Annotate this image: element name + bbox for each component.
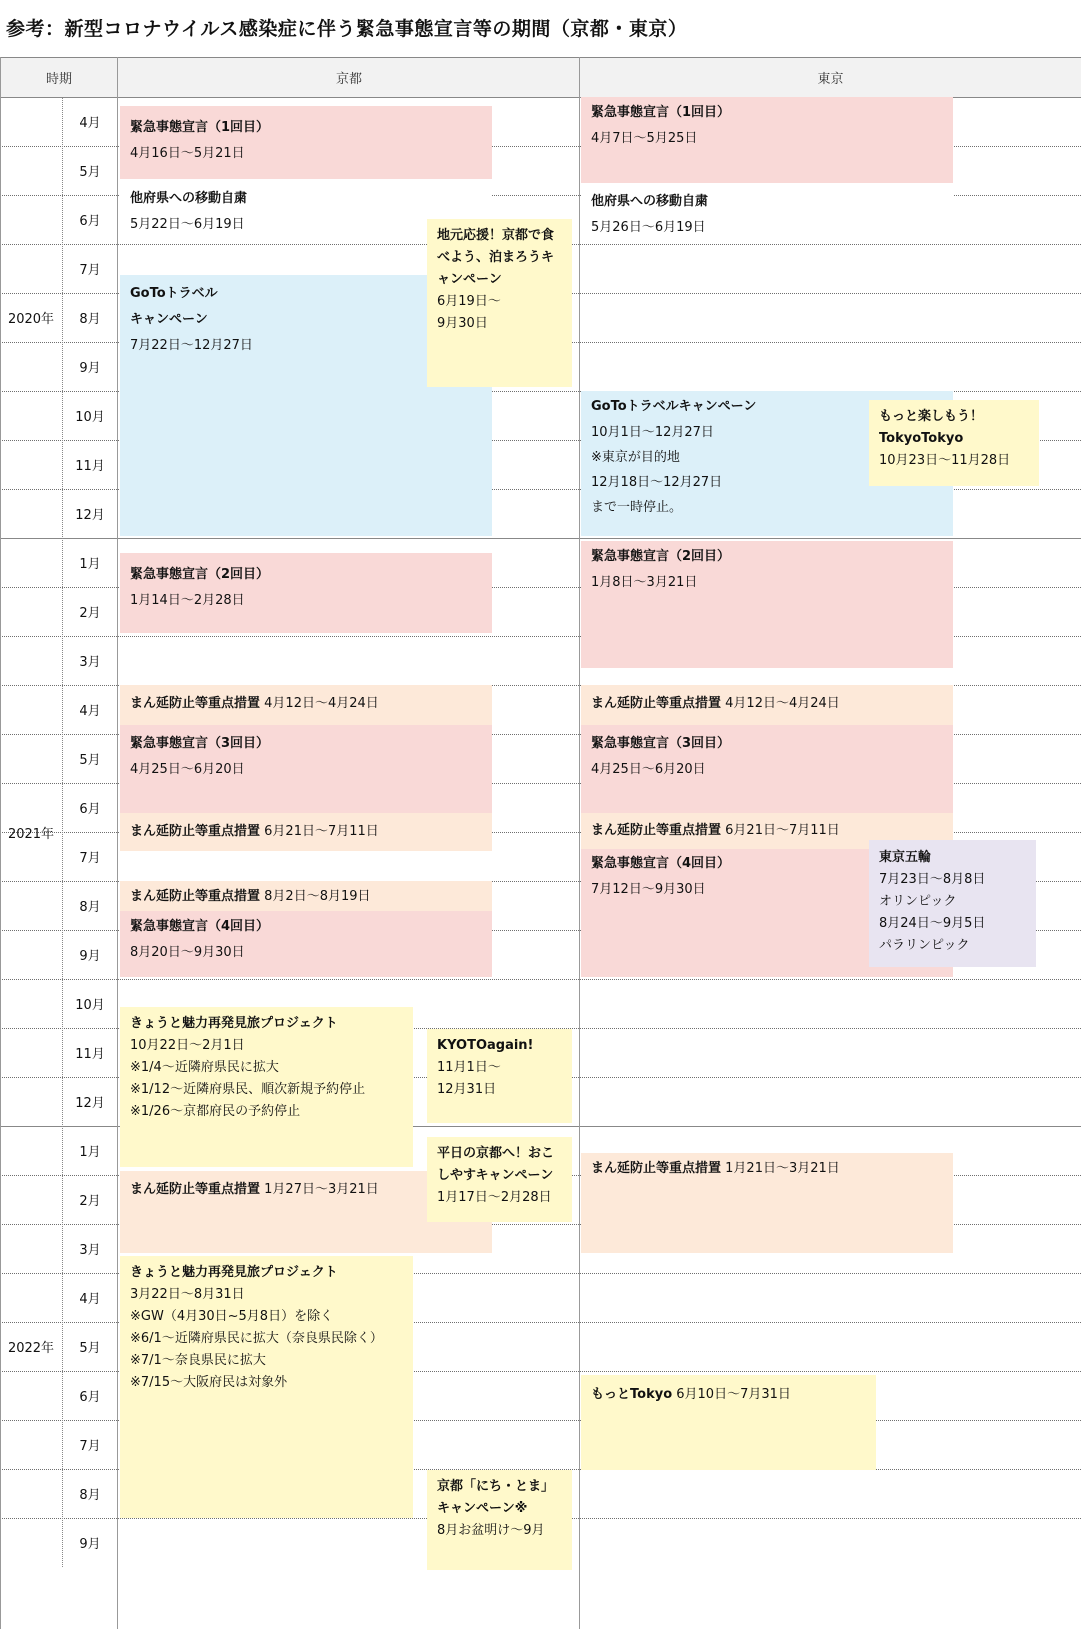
kyoto-emergency-4 — [120, 911, 492, 977]
kyoto-rediscovery-project-1 — [120, 1007, 413, 1167]
event-name: キャンペーン — [130, 312, 208, 327]
tokyo-motto-tokyo — [581, 1375, 876, 1470]
month-label: 10月 — [75, 410, 105, 425]
event-period: 4月16日～5月21日 — [130, 146, 245, 161]
event-period: 12月31日 — [437, 1082, 497, 1097]
grid-line — [579, 57, 580, 1629]
kyoto-emergency-3 — [120, 725, 492, 813]
header-tokyo: 東京 — [580, 57, 1081, 97]
event-period: 10月22日～2月1日 — [130, 1038, 245, 1053]
month-label: 4月 — [79, 1292, 101, 1307]
month-label: 6月 — [79, 802, 101, 817]
event-period: 7月23日～8月8日 — [879, 872, 986, 887]
event-period: 7月12日～9月30日 — [591, 882, 706, 897]
event-period: 5月26日～6月19日 — [591, 220, 706, 235]
event-name: TokyoTokyo — [879, 431, 964, 446]
tokyo-tokyotokyo-campaign — [869, 400, 1039, 486]
month-label: 6月 — [79, 1390, 101, 1405]
event-name: GoToトラベルキャンペーン — [591, 399, 757, 414]
event-name: 緊急事態宣言（4回目） — [130, 919, 270, 934]
kyoto-priority-measures-3 — [120, 881, 492, 911]
event-period: 6月21日～7月11日 — [725, 823, 840, 838]
event-period: 5月22日～6月19日 — [130, 217, 245, 232]
event-period: 7月22日～12月27日 — [130, 338, 253, 353]
event-period: 8月お盆明け～9月 — [437, 1523, 545, 1538]
event-name: 他府県への移動自粛 — [591, 194, 709, 209]
event-name: 緊急事態宣言（4回目） — [591, 856, 731, 871]
tokyo-travel-restraint — [581, 185, 953, 241]
kyoto-priority-measures-1 — [120, 685, 492, 725]
event-name: 他府県への移動自粛 — [130, 191, 248, 206]
event-period: 1月27日～3月21日 — [264, 1182, 379, 1197]
month-label: 3月 — [79, 1243, 101, 1258]
month-label: 8月 — [79, 1488, 101, 1503]
event-name: まん延防止等重点措置 — [130, 696, 261, 711]
event-note: ※7/1～奈良県民に拡大 — [130, 1353, 266, 1368]
month-label: 1月 — [79, 557, 101, 572]
tokyo-emergency-1 — [581, 97, 953, 183]
event-period: 8月2日～8月19日 — [264, 889, 371, 904]
event-period: 4月25日～6月20日 — [130, 762, 245, 777]
event-note: 12月18日～12月27日 — [591, 475, 723, 490]
event-name: 地元応援！京都で食べよう、泊まろうキャンペーン — [437, 228, 555, 287]
event-note: ※1/12～近隣府県民、順次新規予約停止 — [130, 1082, 366, 1097]
month-label: 9月 — [79, 1537, 101, 1552]
event-name: まん延防止等重点措置 — [130, 889, 261, 904]
event-note: パラリンピック — [879, 938, 970, 953]
page-title: 参考：新型コロナウイルス感染症に伴う緊急事態宣言等の期間（京都・東京） — [6, 18, 688, 40]
timeline-table — [0, 57, 1081, 1629]
event-note: ※1/4～近隣府県民に拡大 — [130, 1060, 279, 1075]
event-name: 平日の京都へ！おこしやすキャンペーン — [437, 1146, 555, 1183]
event-name: まん延防止等重点措置 — [130, 1182, 261, 1197]
event-name: 緊急事態宣言（2回目） — [591, 549, 731, 564]
header-period: 時期 — [0, 57, 118, 97]
event-period: 1月21日～3月21日 — [725, 1161, 840, 1176]
event-period: 8月20日～9月30日 — [130, 945, 245, 960]
grid-line — [0, 57, 1081, 58]
event-name: きょうと魅力再発見旅プロジェクト — [130, 1265, 338, 1280]
month-label: 4月 — [79, 704, 101, 719]
month-label: 7月 — [79, 263, 101, 278]
event-period: 8月24日～9月5日 — [879, 916, 986, 931]
event-name: 緊急事態宣言（1回目） — [130, 120, 270, 135]
grid-line — [0, 979, 1081, 980]
tokyo-emergency-2 — [581, 541, 953, 668]
month-label: 3月 — [79, 655, 101, 670]
event-period: 4月25日～6月20日 — [591, 762, 706, 777]
kyoto-nichitoma-campaign — [427, 1470, 572, 1570]
month-label: 11月 — [75, 459, 105, 474]
month-label: 12月 — [75, 508, 105, 523]
event-name: もっと楽しもう！ — [879, 409, 984, 424]
kyoto-emergency-1 — [120, 106, 492, 179]
event-period: 1月14日～2月28日 — [130, 593, 245, 608]
event-period: 4月12日～4月24日 — [725, 696, 840, 711]
month-label: 12月 — [75, 1096, 105, 1111]
event-name: 緊急事態宣言（1回目） — [591, 105, 731, 120]
event-note: まで一時停止。 — [591, 500, 683, 515]
event-name: まん延防止等重点措置 — [591, 696, 722, 711]
tokyo-priority-measures-1 — [581, 685, 953, 725]
event-period: 10月23日～11月28日 — [879, 453, 1011, 468]
kyoto-again-campaign — [427, 1029, 572, 1123]
event-name: 京都「にち・とま」キャンペーン※ — [437, 1479, 555, 1516]
month-label: 2月 — [79, 1194, 101, 1209]
event-period: 9月30日 — [437, 316, 488, 331]
event-note: ※GW（4月30日~5月8日）を除く — [130, 1309, 334, 1324]
tokyo-emergency-3 — [581, 725, 953, 813]
month-label: 2月 — [79, 606, 101, 621]
event-period: 4月12日～4月24日 — [264, 696, 379, 711]
kyoto-priority-measures-2 — [120, 813, 492, 851]
event-period: 6月10日～7月31日 — [676, 1387, 791, 1402]
event-period: 6月21日～7月11日 — [264, 824, 379, 839]
event-name: 緊急事態宣言（3回目） — [591, 736, 731, 751]
event-name: まん延防止等重点措置 — [591, 823, 722, 838]
event-period: 3月22日～8月31日 — [130, 1287, 245, 1302]
month-label: 5月 — [79, 753, 101, 768]
event-note: ※1/26～京都府民の予約停止 — [130, 1104, 301, 1119]
event-name: きょうと魅力再発見旅プロジェクト — [130, 1016, 338, 1031]
event-note: オリンピック — [879, 894, 957, 909]
month-label: 4月 — [79, 116, 101, 131]
event-period: 10月1日～12月27日 — [591, 425, 714, 440]
year-label: 2022年 — [7, 1341, 55, 1356]
event-period: 11月1日～ — [437, 1060, 501, 1075]
month-label: 8月 — [79, 900, 101, 915]
event-name: まん延防止等重点措置 — [130, 824, 261, 839]
event-note: ※6/1～近隣府県民に拡大（奈良県民除く） — [130, 1331, 383, 1346]
event-name: GoToトラベル — [130, 286, 218, 301]
event-name: KYOTOagain! — [437, 1038, 534, 1053]
event-period: 4月7日～5月25日 — [591, 131, 698, 146]
month-label: 11月 — [75, 1047, 105, 1062]
event-name: 東京五輪 — [879, 850, 932, 865]
month-label: 7月 — [79, 1439, 101, 1454]
tokyo-olympics — [869, 840, 1036, 967]
month-label: 9月 — [79, 949, 101, 964]
year-label: 2020年 — [7, 312, 55, 327]
month-label: 10月 — [75, 998, 105, 1013]
event-period: 6月19日～ — [437, 294, 501, 309]
month-label: 5月 — [79, 1341, 101, 1356]
month-label: 8月 — [79, 312, 101, 327]
month-label: 7月 — [79, 851, 101, 866]
kyoto-local-campaign — [427, 219, 572, 387]
month-label: 1月 — [79, 1145, 101, 1160]
event-period: 1月17日～2月28日 — [437, 1190, 552, 1205]
kyoto-weekday-campaign — [427, 1137, 572, 1222]
event-note: ※東京が目的地 — [591, 450, 680, 465]
grid-line — [0, 538, 1081, 539]
month-label: 6月 — [79, 214, 101, 229]
event-name: もっとTokyo — [591, 1387, 673, 1402]
year-label: 2021年 — [7, 826, 55, 842]
event-name: 緊急事態宣言（2回目） — [130, 567, 270, 582]
event-name: 緊急事態宣言（3回目） — [130, 736, 270, 751]
kyoto-rediscovery-project-2 — [120, 1256, 413, 1518]
month-label: 5月 — [79, 165, 101, 180]
header-kyoto: 京都 — [118, 57, 580, 97]
event-note: ※7/15～大阪府民は対象外 — [130, 1375, 288, 1390]
event-period: 1月8日～3月21日 — [591, 575, 698, 590]
month-label: 9月 — [79, 361, 101, 376]
event-name: まん延防止等重点措置 — [591, 1161, 722, 1176]
tokyo-priority-measures-3 — [581, 1153, 953, 1253]
kyoto-emergency-2 — [120, 553, 492, 633]
